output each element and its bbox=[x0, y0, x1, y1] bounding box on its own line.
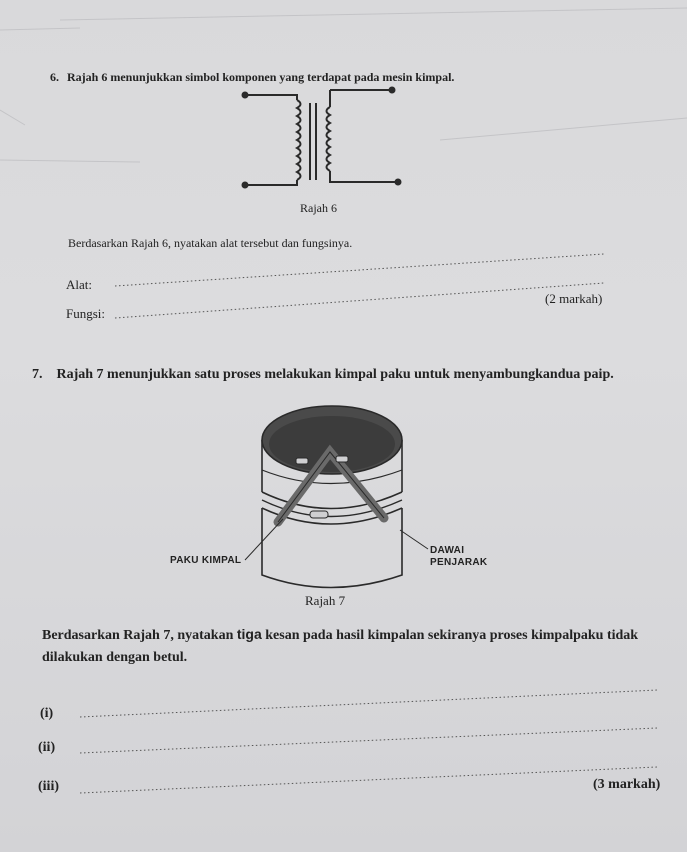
answer-label-iii: (iii) bbox=[38, 779, 59, 794]
question-7-statement: Rajah 7 menunjukkan satu proses melakukan kimpal paku untuk menyambungkandua paip. bbox=[56, 367, 614, 382]
answer-label-ii: (ii) bbox=[38, 740, 56, 755]
question-6-number: 6. bbox=[50, 70, 59, 84]
question-7-prompt-after: kesan pada hasil kimpalan sekiranya proses kimpalpaku tidak dilakukan dengan betul. bbox=[42, 628, 639, 665]
label-dawai-line1: DAWAI bbox=[430, 545, 465, 556]
label-dawai-line2: PENJARAK bbox=[430, 557, 488, 568]
fungsi-label: Fungsi: bbox=[66, 306, 106, 321]
answer-label-i: (i) bbox=[40, 706, 54, 721]
question-7-prompt-before: Berdasarkan Rajah 7, nyatakan bbox=[42, 628, 237, 643]
question-6-prompt: Berdasarkan Rajah 6, nyatakan alat tersebut dan fungsinya. bbox=[68, 236, 353, 250]
question-6-statement: Rajah 6 menunjukkan simbol komponen yang terdapat pada mesin kimpal. bbox=[67, 70, 455, 84]
question-7-prompt-emphasis: tiga bbox=[236, 626, 262, 642]
pipe-figure bbox=[245, 406, 428, 588]
q6-answer-lines bbox=[115, 254, 604, 318]
alat-label: Alat: bbox=[66, 277, 92, 292]
figure-7-caption: Rajah 7 bbox=[305, 593, 346, 608]
question-6-text bbox=[50, 70, 454, 85]
label-paku-kimpal: PAKU KIMPAL bbox=[170, 555, 242, 566]
q7-answer-lines bbox=[80, 690, 657, 793]
question-7-marks: (3 markah) bbox=[593, 777, 661, 792]
question-7-text bbox=[32, 367, 614, 383]
show-through-lines bbox=[0, 8, 687, 162]
question-6-marks: (2 markah) bbox=[545, 291, 603, 306]
transformer-symbol bbox=[243, 88, 401, 188]
label-dawai-penjarak bbox=[430, 545, 487, 569]
figure-6-caption: Rajah 6 bbox=[300, 201, 337, 215]
question-7-number: 7. bbox=[32, 367, 43, 382]
question-7-prompt bbox=[42, 623, 672, 669]
